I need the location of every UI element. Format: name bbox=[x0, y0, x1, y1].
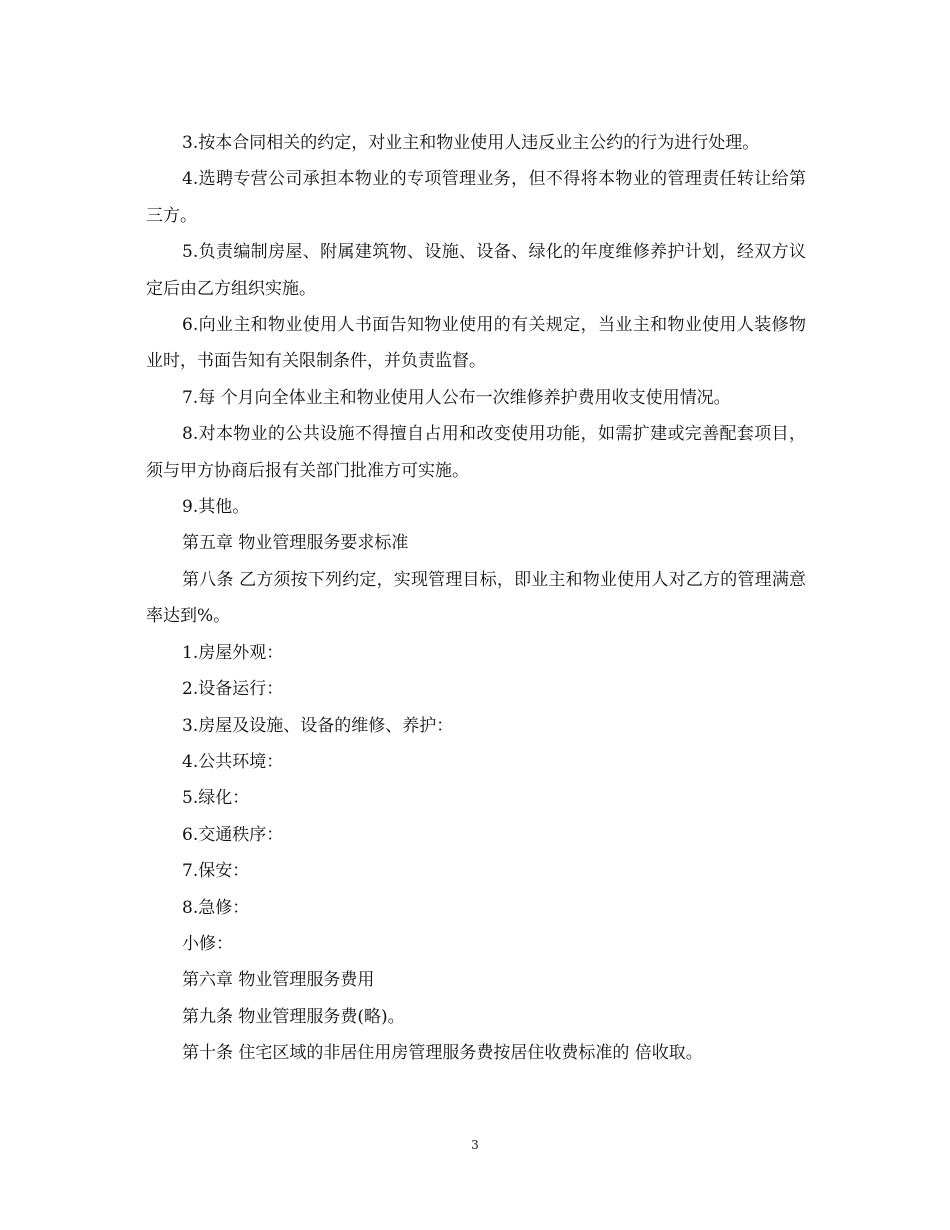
paragraph-5-maintenance-plan: 5.负责编制房屋、附属建筑物、设施、设备、绿化的年度维修养护计划，经双方议定后由乙方组织实施。 bbox=[146, 242, 806, 299]
page-number: 3 bbox=[471, 1138, 479, 1152]
minor-repair-item: 小修： bbox=[182, 933, 233, 954]
document-body bbox=[146, 125, 806, 1072]
paragraph-8-public-facilities: 8.对本物业的公共设施不得擅自占用和改变使用功能，如需扩建或完善配套项目，须与甲方协商后报有关部门批准方可实施。 bbox=[146, 424, 806, 481]
paragraph-7-expense-disclosure: 7.每 个月向全体业主和物业使用人公布一次维修养护费用收支使用情况。 bbox=[182, 387, 731, 408]
standard-item-3: 3.房屋及设施、设备的维修、养护： bbox=[182, 715, 454, 736]
article-9: 第九条 物业管理服务费(略)。 bbox=[182, 1006, 405, 1027]
standard-item-4: 4.公共环境： bbox=[182, 751, 284, 772]
article-8: 第八条 乙方须按下列约定，实现管理目标，即业主和物业使用人对乙方的管理满意率达到%。 bbox=[146, 569, 806, 627]
chapter-5-heading: 第五章 物业管理服务要求标准 bbox=[182, 533, 409, 554]
paragraph-6-usage-rules: 6.向业主和物业使用人书面告知物业使用的有关规定，当业主和物业使用人装修物业时，书面告知有关限制条件，并负责监督。 bbox=[146, 315, 806, 372]
standard-item-5: 5.绿化： bbox=[182, 788, 250, 809]
paragraph-3-handle-violations: 3.按本合同相关的约定，对业主和物业使用人违反业主公约的行为进行处理。 bbox=[182, 133, 760, 153]
standard-item-8: 8.急修： bbox=[182, 897, 250, 918]
standard-item-6: 6.交通秩序： bbox=[182, 824, 284, 845]
standard-item-7: 7.保安： bbox=[182, 861, 250, 882]
paragraph-4-hire-contractors: 4.选聘专营公司承担本物业的专项管理业务，但不得将本物业的管理责任转让给第三方。 bbox=[146, 169, 806, 226]
standard-item-1: 1.房屋外观： bbox=[182, 642, 284, 663]
standard-item-2: 2.设备运行： bbox=[182, 679, 284, 700]
paragraph-9-other: 9.其他。 bbox=[182, 497, 250, 518]
chapter-6-heading: 第六章 物业管理服务费用 bbox=[182, 970, 375, 991]
article-10: 第十条 住宅区域的非居住用房管理服务费按居住收费标准的 倍收取。 bbox=[182, 1043, 703, 1064]
